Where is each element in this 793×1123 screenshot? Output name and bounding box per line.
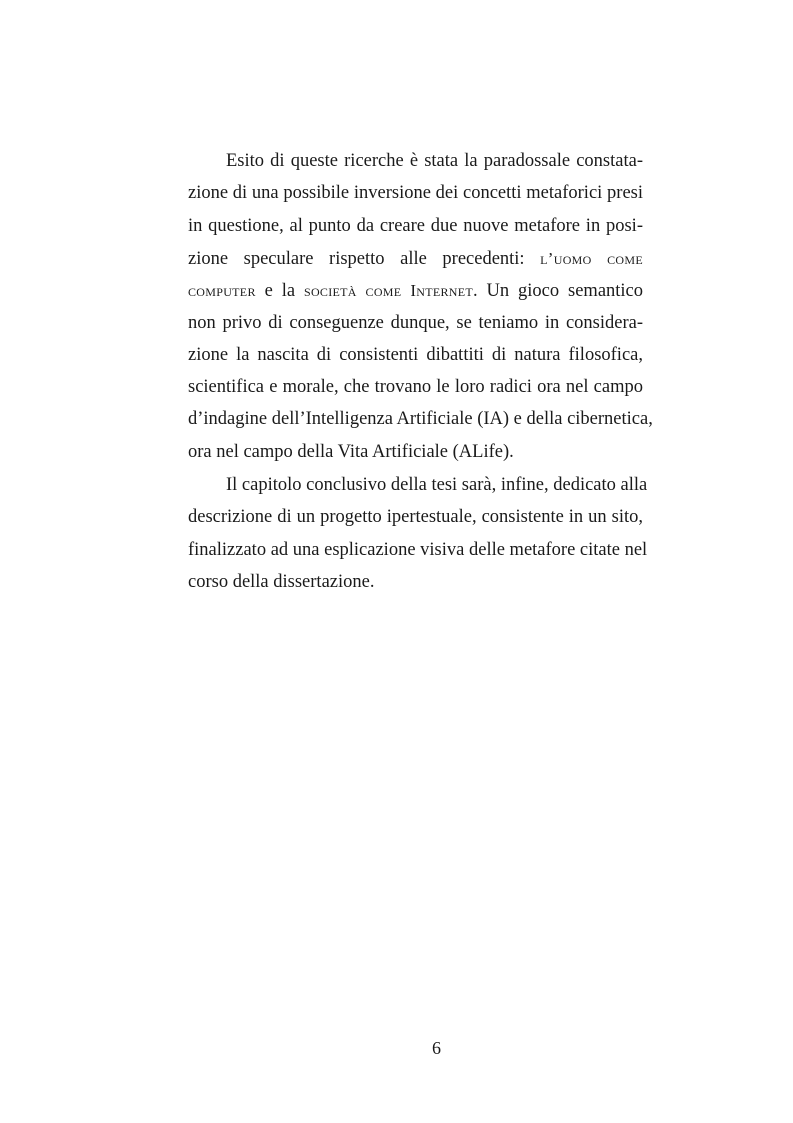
- text-line: [188, 247, 643, 271]
- text-segment: corso della dissertazione.: [188, 571, 375, 592]
- text-segment: non privo di conseguenze dunque, se teniamo in considera-: [188, 312, 643, 333]
- small-caps-text: computer: [188, 281, 256, 301]
- text-segment: e la: [255, 281, 304, 302]
- text-segment: descrizione di un progetto ipertestuale, consistente in un sito,: [188, 507, 643, 528]
- text-line: [188, 506, 643, 529]
- small-caps-text: società come: [303, 281, 402, 301]
- text-segment: finalizzato ad una esplicazione visiva delle metafore citate nel: [188, 539, 648, 560]
- text-segment: d’indagine dell’Intelligenza Artificiale (IA) e della cibernetica,: [188, 409, 653, 430]
- text-segment: . Un gioco semantico: [473, 281, 644, 302]
- text-line: [188, 344, 643, 367]
- text-segment: zione la nascita di consistenti dibattiti di natura filosofica,: [188, 344, 643, 365]
- text-line: [188, 441, 643, 464]
- text-line: [188, 539, 648, 562]
- text-segment: ora nel campo della Vita Artificiale (ALife).: [188, 441, 514, 462]
- text-line: [188, 312, 643, 335]
- text-line: [188, 408, 653, 431]
- text-segment: zione di una possibile inversione dei concetti metaforici presi: [188, 183, 643, 204]
- text-line: [188, 215, 643, 238]
- text-segment: Esito di queste ricerche è stata la paradossale constata-: [226, 151, 643, 171]
- text-segment: [401, 281, 410, 301]
- text-segment: in questione, al punto da creare due nuove metafore in posi-: [188, 215, 643, 236]
- small-caps-text: l’uomo come: [540, 248, 643, 268]
- text-line: [188, 279, 643, 303]
- page-number: 6: [432, 1038, 441, 1058]
- text-line: [226, 150, 643, 173]
- text-line: [188, 376, 643, 399]
- small-caps-text: Internet: [410, 281, 474, 301]
- text-segment: zione speculare rispetto alle precedenti:: [188, 248, 541, 269]
- text-line: [188, 182, 643, 205]
- text-segment: Il capitolo conclusivo della tesi sarà, infine, dedicato alla: [226, 475, 648, 495]
- text-segment: scientifica e morale, che trovano le loro radici ora nel campo: [188, 377, 643, 398]
- text-line: [188, 571, 643, 594]
- text-line: [226, 474, 648, 497]
